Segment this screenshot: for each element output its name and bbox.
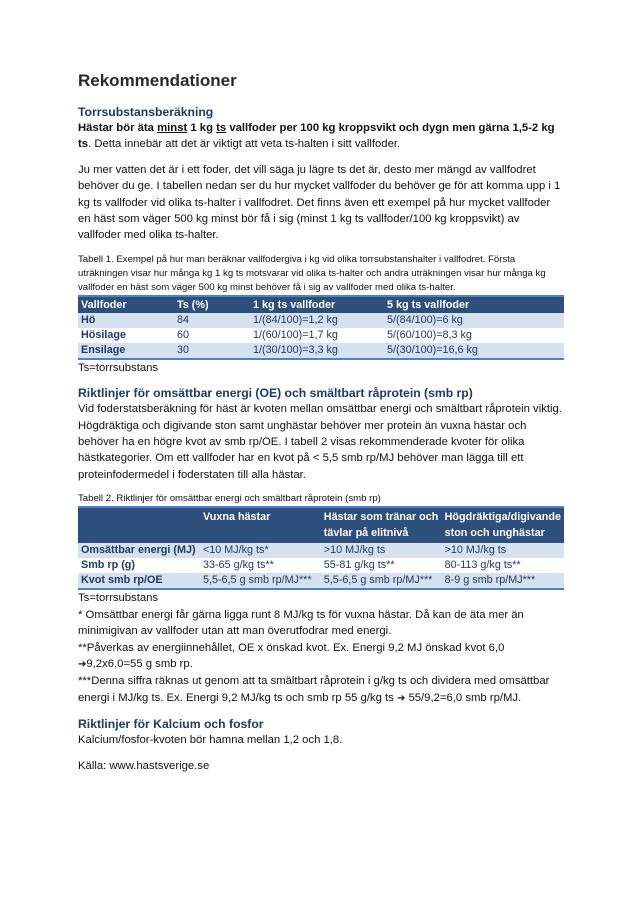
table-cell: >10 MJ/kg ts (442, 543, 564, 558)
plain-text: . Detta innebär att det är viktigt att veta ts-halten i sitt vallfoder. (88, 138, 401, 151)
table-row (78, 573, 564, 589)
table2-note-ratio (78, 673, 564, 707)
table-row (78, 313, 564, 328)
table-cell: 1/(84/100)=1,2 kg (250, 313, 384, 328)
table-cell: 1/(60/100)=1,7 kg (250, 328, 384, 343)
table-row (78, 558, 564, 573)
table1-caption: Tabell 1. Exempel på hur man beräknar vallfodergiva i kg vid olika torrsubstanshalter i vallfodret. Första uträkningen visar hur många kg 1 kg ts motsvarar vid olika ts-halter och andra uträkningen visar hur många kg vallfoder en häst som väger 500 kg minst behöver få i sig av vallfoder med olika ts-halter. (78, 253, 546, 293)
section-heading-calcium: Riktlinjer för Kalcium och fosfor (78, 717, 264, 732)
table-cell: 5/(84/100)=6 kg (384, 313, 564, 328)
table-cell: 80-113 g/kg ts** (444, 559, 521, 572)
table-cell: <10 MJ/kg ts* (200, 543, 321, 558)
bold-text: Hästar bör äta (78, 122, 158, 134)
table-header-row (78, 296, 564, 313)
section-heading-energy-protein: Riktlinjer för omsättbar energi (OE) och smältbart råprotein (smb rp) (78, 386, 473, 401)
header-cell: Vallfoder (78, 296, 174, 313)
page-title: Rekommendationer (78, 71, 237, 90)
row-label: Omsättbar energi (MJ) (78, 543, 200, 558)
table2-note-protein (78, 640, 564, 674)
table2-note-energy: * Omsättbar energi får gärna ligga runt 8 MJ/kg ts för vuxna hästar. Då kan de äta mer än minimigivan av vallfoder utan att man överutfodrar med energi. (78, 608, 524, 638)
plain-text: ***Denna siffra räknas ut genom att ta smältbart råprotein i g/kg ts och dividera med omsättbar energi i MJ/kg ts. Ex. Energi 9,2 MJ/kg ts och smb rp 55 g/kg ts (78, 675, 550, 704)
table2-caption: Tabell 2. Riktlinjer för omsättbar energi och smältbart råprotein (smb rp) (78, 493, 381, 505)
table-cell: 5,5-6,5 g smb rp/MJ*** (200, 573, 321, 589)
paragraph-energy-protein: Vid foderstatsberäkning för häst är kvoten mellan omsättbar energi och smältbart råprotein viktig. Högdräktiga och digivande ston samt unghästar behöver mer protein än vuxna hästar och behöver ha en högre kvot av smb rp/OE. I tabell 2 visas rekommenderade kvoter för olika hästkategorier. Om ett vallfoder har en kvot på < 5,5 smb rp/MJ behöver man lägga till ett proteinfodermedel i foderstaten till alla hästar. (78, 403, 562, 481)
plain-text: 9,2x6,0=55 g smb rp. (86, 657, 193, 670)
header-cell: Högdräktiga/digivande ston och unghästar (442, 507, 564, 543)
source-text: Källa: www.hastsverige.se (78, 759, 210, 772)
row-label: Smb rp (g) (81, 559, 135, 572)
table-cell: 60 (174, 328, 250, 343)
table-row (78, 543, 564, 558)
table-cell: 8-9 g smb rp/MJ*** (442, 573, 564, 589)
underlined-text: minst (157, 122, 188, 134)
paragraph-calcium: Kalcium/fosfor-kvoten bör hamna mellan 1,2 och 1,8. (78, 734, 343, 747)
table-header-row (78, 507, 564, 543)
table2-note-ts: Ts=torrsubstans (78, 592, 159, 605)
document-page (78, 70, 564, 774)
row-label: Kvot smb rp/OE (78, 573, 200, 589)
table-cell: 5/(60/100)=8,3 kg (384, 328, 564, 343)
header-cell: Vuxna hästar (200, 507, 321, 543)
paragraph-water-content: Ju mer vatten det är i ett foder, det vill säga ju lägre ts det är, desto mer mängd av vallfodret behöver du ge. I tabellen nedan ser du hur mycket vallfoder du behöver ge för att komma upp i 1 kg ts vallfoder vid olika ts-halter i vallfodret. Det finns även ett exempel på hur mycket vallfoder en häst som väger 500 kg minst bör få i sig (minst 1 kg ts vallfoder/100 kg kroppsvikt) av vallfoder med olika ts-halter. (78, 163, 561, 242)
table-cell: 55-81 g/kg ts** (323, 559, 395, 572)
bold-text: vallfoder per 100 kg kroppsvikt och dygn men gärna 1,5-2 kg ts (78, 122, 555, 151)
table1-note: Ts=torrsubstans (78, 361, 159, 374)
table-cell: 5/(30/100)=16,6 kg (384, 343, 564, 359)
header-cell: Hästar som tränar och tävlar på elitnivå (321, 507, 442, 543)
arrow-right-icon: ➔ (78, 658, 87, 670)
arrow-right-icon: ➔ (396, 692, 406, 704)
table-cell: 84 (174, 313, 250, 328)
table-row (78, 328, 564, 343)
table-torrsubstans (78, 295, 564, 360)
row-label: Hö (78, 313, 174, 328)
plain-text: 55/9,2=6,0 smb rp/MJ. (405, 691, 522, 704)
row-label: Hösilage (78, 328, 174, 343)
section-heading-torrsubstans: Torrsubstansberäkning (78, 105, 214, 119)
table-energy-protein (78, 506, 564, 590)
table-row (78, 343, 564, 359)
header-cell: Ts (%) (174, 296, 250, 313)
row-label: Ensilage (78, 343, 174, 359)
table-cell: >10 MJ/kg ts (321, 543, 442, 558)
table-cell: 5,5-6,5 g smb rp/MJ*** (321, 573, 442, 589)
header-cell: 1 kg ts vallfoder (250, 296, 384, 313)
table-cell: 1/(30/100)=3,3 kg (250, 343, 384, 359)
plain-text: **Påverkas av energiinnehållet, OE x önskad kvot. Ex. Energi 9,2 MJ önskad kvot 6,0 (78, 641, 505, 654)
table-cell: 33-65 g/kg ts** (202, 559, 274, 572)
table-cell: 30 (174, 343, 250, 359)
bold-text: 1 kg (187, 122, 217, 134)
header-cell (78, 507, 200, 543)
paragraph-intake (78, 120, 564, 153)
header-cell: 5 kg ts vallfoder (384, 296, 564, 313)
underlined-text: ts (216, 122, 227, 134)
